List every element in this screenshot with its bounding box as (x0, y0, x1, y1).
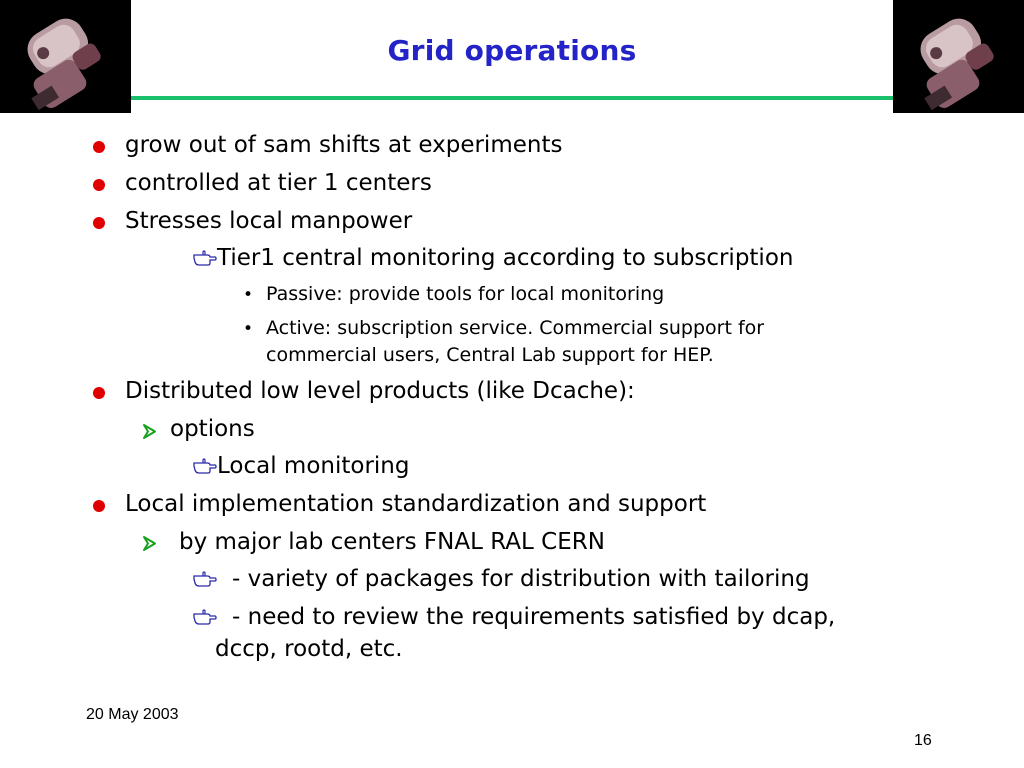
red-dot-bullet-icon (93, 217, 105, 229)
sub-bullet-text: Local monitoring (217, 453, 410, 479)
small-dot-bullet-icon: • (243, 319, 254, 339)
bullet-text: controlled at tier 1 centers (125, 170, 432, 196)
bullet-text: Distributed low level products (like Dcache): (125, 378, 635, 404)
sub-bullet-text: by major lab centers FNAL RAL CERN (179, 529, 605, 555)
red-dot-bullet-icon (93, 387, 105, 399)
sub-bullet-text: dccp, rootd, etc. (215, 636, 403, 662)
pointing-hand-icon (193, 571, 217, 587)
red-dot-bullet-icon (93, 141, 105, 153)
title-underline (131, 96, 893, 100)
bullet-text: grow out of sam shifts at experiments (125, 132, 563, 158)
small-dot-bullet-icon: • (243, 285, 254, 305)
sub-bullet-text: - need to review the requirements satisfied by dcap, (232, 604, 836, 630)
page-number: 16 (914, 732, 932, 749)
sub-bullet-text: options (170, 416, 255, 442)
bullet-text: Local implementation standardization and support (125, 491, 707, 517)
sub-sub-bullet-text: Passive: provide tools for local monitoring (266, 283, 665, 305)
bullet-text: Stresses local manpower (125, 208, 413, 234)
footer-date: 20 May 2003 (86, 706, 179, 723)
pointing-hand-icon (193, 458, 217, 474)
sub-sub-bullet-text: Active: subscription service. Commercial support for (266, 317, 765, 339)
satellite-logo-right (893, 0, 1024, 113)
sub-bullet-text: Tier1 central monitoring according to subscription (217, 245, 794, 271)
sub-sub-bullet-text: commercial users, Central Lab support for HEP. (266, 344, 714, 366)
pointing-hand-icon (193, 609, 217, 625)
pointing-hand-icon (193, 250, 217, 266)
red-dot-bullet-icon (93, 500, 105, 512)
green-arrow-bullet-icon (142, 423, 158, 440)
red-dot-bullet-icon (93, 179, 105, 191)
slide-title: Grid operations (387, 34, 637, 67)
sub-bullet-text: - variety of packages for distribution with tailoring (232, 566, 810, 592)
green-arrow-bullet-icon (142, 535, 158, 552)
satellite-logo-left (0, 0, 131, 113)
